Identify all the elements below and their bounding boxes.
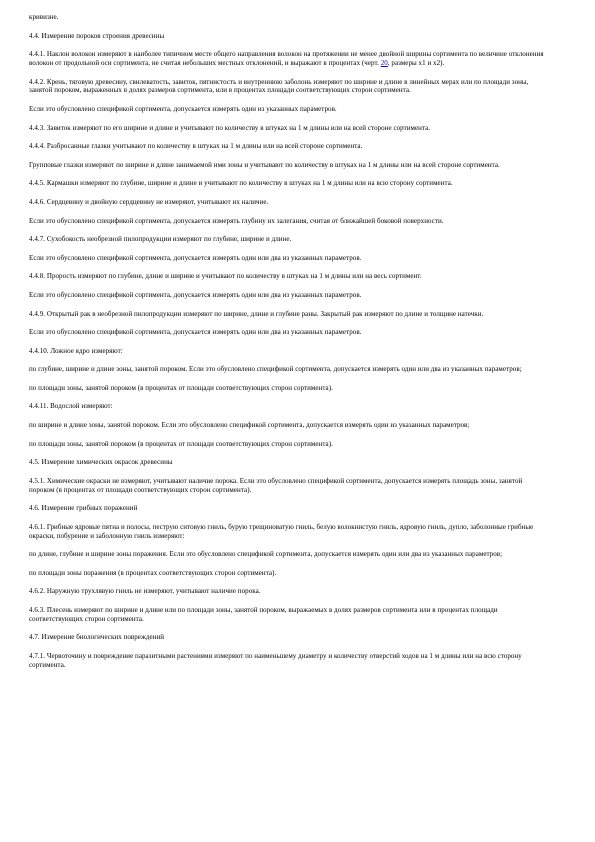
paragraph-4-6-1: 4.6.1. Грибные ядровые пятна и полосы, пеструю ситовую гниль, бурую трещиноватую гниль, белую волокнистую гниль, ядровую гниль, дупло, заболонные грибные окраски, побурение и заболонную гниль измеряют:	[29, 522, 534, 540]
paragraph-4-4-7: 4.4.7. Сухобокость необрезной пилопродукции измеряют по глубине, ширине и длине.	[29, 235, 292, 244]
paragraph-note: Если это обусловлено спецификой сортимента, допускается измерять один или два из указанных параметров.	[29, 290, 362, 299]
paragraph-4-4-4: 4.4.4. Разбросанные глазки учитывают по количеству в штуках на 1 м длины или на всей стороне сортимента.	[29, 142, 363, 151]
paragraph-note: Если это обусловлено спецификой сортимента, допускается измерять один или два из указанных параметров.	[29, 253, 362, 262]
figure-20-link[interactable]: 20	[380, 58, 388, 67]
paragraph-note: Если это обусловлено спецификой сортимента, допускается измерять один или два из указанных параметров.	[29, 328, 362, 337]
paragraph-list-item: по длине, глубине и ширине зоны поражения. Если это обусловлено спецификой сортимента, допускается измерять один или два из указанных параметров;	[29, 550, 503, 559]
paragraph-4-7-1: 4.7.1. Червоточину и повреждение паразитными растениями измеряют по наименьшему диаметру и количеству отверстий ходов на 1 м длины или на всю сторону сортимента.	[29, 651, 522, 669]
paragraph-continuation: кривизне.	[29, 13, 59, 21]
paragraph-4-4-1	[29, 50, 547, 68]
paragraph-group-knots: Групповые глазки измеряют по ширине и длине занимаемой ими зоны и учитывают по количеству в штуках на 1 м длины или на всей стороне сортимента.	[29, 160, 500, 169]
section-heading-4-6: 4.6. Измерение грибных поражений	[29, 504, 138, 513]
paragraph-4-4-8: 4.4.8. Прорость измеряют по глубине, длине и ширине и учитывают по количеству в штуках на 1 м длины или на весь сортимент.	[29, 272, 422, 281]
paragraph-4-4-9: 4.4.9. Открытый рак в необрезной пилопродукции измеряют по ширине, длине и глубине раны. Закрытый рак измеряют по длине и толщине натечки.	[29, 309, 484, 318]
paragraph-list-item: по площади зоны, занятой пороком (в процентах от площади соответствующих сторон сортимента).	[29, 383, 333, 392]
paragraph-list-item: по глубине, ширине и длине зоны, занятой пороком. Если это обусловлено спецификой сортимента, допускается измерять один или два из указанных параметров;	[29, 365, 522, 374]
paragraph-note: Если это обусловлено спецификой сортимента, допускается измерять один из указанных параметров.	[29, 104, 337, 113]
paragraph-note: Если это обусловлено спецификой сортимента, допускается измерять глубину их залегания, считая от ближайшей боковой поверхности.	[29, 216, 444, 225]
paragraph-list-item: по площади зоны, занятой пороком (в процентах от площади соответствующих сторон сортимента).	[29, 439, 333, 448]
paragraph-4-4-11: 4.4.11. Водослой измеряют:	[29, 402, 113, 411]
paragraph-4-6-3: 4.6.3. Плесень измеряют по ширине и длине или по площади зоны, занятой пороком, выражаемых в долях размеров сортимента или в процентах площади соответствующих сторон сортимента.	[29, 606, 498, 623]
paragraph-4-4-10: 4.4.10. Ложное ядро измеряют:	[29, 346, 123, 355]
paragraph-4-4-1-tail: , размеры x1 и x2).	[387, 58, 445, 67]
paragraph-list-item: по площади зоны поражения (в процентах соответствующих сторон сортимента).	[29, 568, 277, 577]
paragraph-4-4-6: 4.4.6. Сердцевину и двойную сердцевину не измеряют, учитывают их наличие.	[29, 197, 269, 206]
section-heading-4-7: 4.7. Измерение биологических повреждений	[29, 633, 164, 642]
paragraph-4-6-2: 4.6.2. Наружную трухлявую гниль не измеряют, учитывают наличие порока.	[29, 587, 261, 596]
paragraph-4-4-3: 4.4.3. Завиток измеряют по его ширине и длине и учитывают по количеству в штуках на 1 м длины или на всей стороне сортимента.	[29, 123, 431, 132]
paragraph-4-4-5: 4.4.5. Кармашки измеряют по глубине, ширине и длине и учитывают по количеству в штуках на 1 м длины или на всю сторону сортимента.	[29, 179, 453, 188]
paragraph-4-4-1-text: 4.4.1. Наклон волокон измеряют в наиболее типичном месте общего направления волокон на протяжении не менее двойной ширины сортимента по величине отклонения волокон от продольной оси сортимента, не считая небольших местных отклонений, и выражают в процентах (черт.	[29, 50, 544, 67]
paragraph-4-5-1: 4.5.1. Химические окраски не измеряют, учитывают наличие порока. Если это обусловлено спецификой сортимента, допускается измерять площадь зоны, занятой пороком (в процентах от площади соответствующих сторон сортимента).	[29, 476, 523, 494]
paragraph-list-item: по ширине и длине зоны, занятой пороком. Если это обусловлено спецификой сортимента, допускается измерять один из указанных параметров;	[29, 421, 470, 430]
section-heading-4-4: 4.4. Измерение пороков строения древесины	[29, 31, 165, 40]
paragraph-4-4-2: 4.4.2. Крень, тяговую древесину, свилеватость, завиток, пятнистость и внутреннюю заболонь измеряют по ширине и длине в линейных мерах или по площади зоны, занятой пороком, выраженных в долях размеров сортимента, или в процентах площади соответствующих сторон сортимента.	[29, 77, 529, 95]
section-heading-4-5: 4.5. Измерение химических окрасок древесины	[29, 458, 173, 467]
